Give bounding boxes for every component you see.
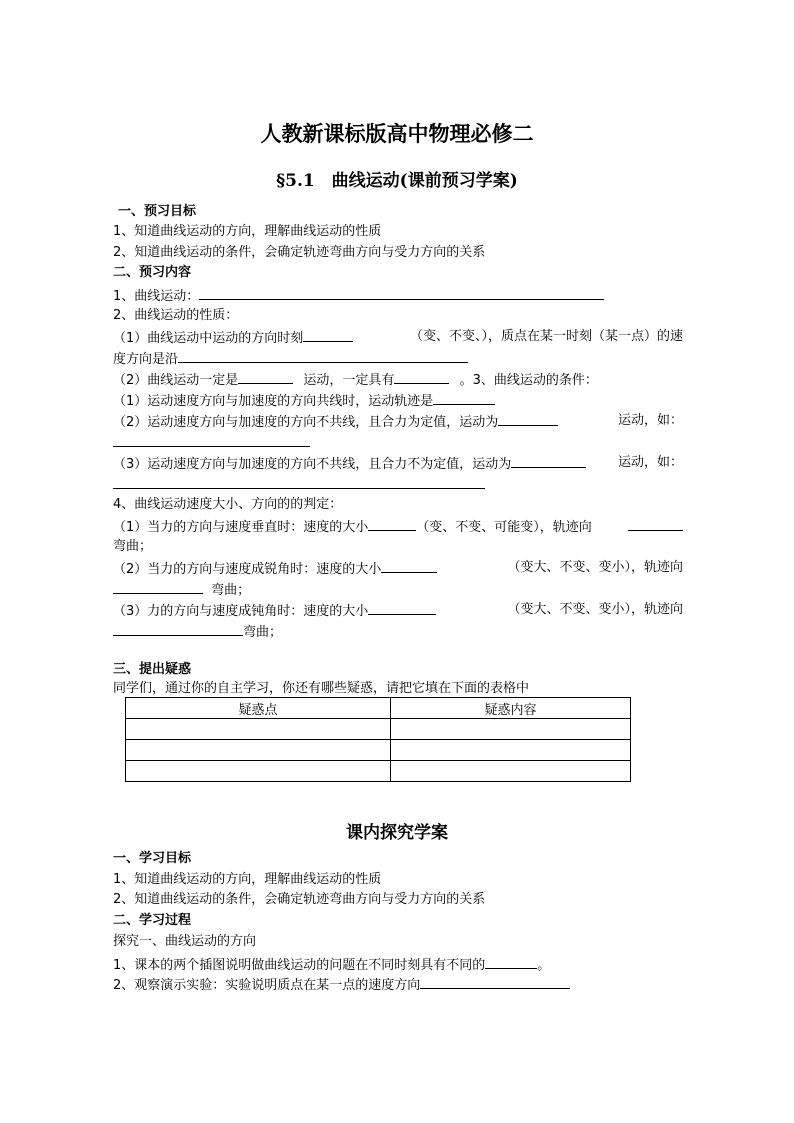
item-1 (113, 286, 683, 305)
item-4: 4、曲线运动速度大小、方向的的判定： (113, 497, 343, 512)
item-3-2-text-a: （2）运动速度方向与加速度的方向不共线，且合力为定值，运动为 (113, 415, 499, 430)
blank-constant-force-example[interactable] (113, 433, 310, 447)
item-4-1-cont: 弯曲； (113, 539, 153, 554)
inclass-process-heading: 二、学习过程 (113, 913, 192, 928)
item-4-2-cont (113, 580, 683, 599)
doubts-heading: 三、提出疑惑 (113, 662, 192, 677)
table-header-row (126, 698, 631, 719)
item-3-2-cont (113, 433, 683, 452)
table-header-doubt-content: 疑惑内容 (391, 698, 631, 719)
item-2-2-text-c: 。3、曲线运动的条件： (459, 373, 598, 388)
item-2-1-text-a: （1）曲线运动中运动的方向时刻 (113, 331, 304, 346)
blank-different-directions[interactable] (485, 955, 537, 969)
blank-velocity-direction[interactable] (178, 349, 468, 363)
item-3-1-text-a: （1）运动速度方向与加速度的方向共线时，运动轨迹是 (113, 394, 434, 409)
step-2-text-a: 2、观察演示实验：实验说明质点在某一点的速度方向 (113, 978, 421, 993)
blank-acute-speed[interactable] (381, 559, 437, 573)
inclass-goal-2: 2、知道曲线运动的条件，会确定轨迹弯曲方向与受力方向的关系 (113, 892, 486, 907)
item-2-1-text-c: 度方向是沿 (113, 352, 179, 367)
blank-variable-force-motion[interactable] (511, 454, 586, 468)
blank-perpendicular-speed[interactable] (368, 517, 416, 531)
item-3-3-text-b: 运动，如： (617, 455, 683, 470)
document-title: 人教新课标版高中物理必修二 (260, 121, 534, 146)
table-header-doubt-point: 疑惑点 (126, 698, 391, 719)
doubts-intro: 同学们，通过你的自主学习，你还有哪些疑惑，请把它填在下面的表格中 (113, 681, 530, 696)
table-cell[interactable] (391, 719, 631, 740)
blank-obtuse-curve[interactable] (113, 622, 243, 636)
inclass-goal-1: 1、知道曲线运动的方向，理解曲线运动的性质 (113, 872, 382, 887)
blank-direction-change[interactable] (303, 328, 353, 342)
table-cell[interactable] (126, 740, 391, 761)
item-4-3-text-b: （变大、不变、变小），轨迹向 (507, 602, 683, 617)
item-3-2 (113, 412, 683, 431)
blank-point-velocity-direction[interactable] (420, 975, 570, 989)
blank-perpendicular-curve[interactable] (628, 517, 683, 531)
item-4-3-text-c: 弯曲； (243, 625, 283, 640)
inclass-goals-heading: 一、学习目标 (113, 851, 192, 866)
item-1-label: 1、曲线运动： (113, 289, 200, 304)
table-row (126, 761, 631, 782)
explore-1-title: 探究一、曲线运动的方向 (113, 934, 257, 949)
blank-variable-force-example[interactable] (113, 475, 485, 489)
table-cell[interactable] (126, 761, 391, 782)
item-4-1 (113, 517, 683, 536)
item-2-1 (113, 328, 683, 347)
step-1-text-b: 。 (537, 958, 551, 973)
item-4-2-text-a: （2）当力的方向与速度成锐角时：速度的大小 (113, 562, 382, 577)
item-2: 2、曲线运动的性质： (113, 308, 239, 323)
item-2-2 (113, 370, 683, 389)
lesson-subtitle: §5.1 曲线运动(课前预习学案) (276, 171, 518, 191)
item-4-2-text-c: 弯曲； (211, 583, 251, 598)
step-2 (113, 975, 683, 994)
blank-must-have[interactable] (394, 370, 449, 384)
preview-goal-2: 2、知道曲线运动的条件，会确定轨迹弯曲方向与受力方向的关系 (113, 245, 486, 260)
item-3-1 (113, 391, 683, 410)
inclass-title: 课内探究学案 (346, 823, 448, 843)
blank-collinear-trajectory[interactable] (433, 391, 495, 405)
item-4-3-cont (113, 622, 683, 641)
preview-goals-heading: 一、预习目标 (118, 204, 197, 219)
item-2-2-text-b: 运动，一定具有 (303, 373, 395, 388)
blank-constant-force-motion[interactable] (498, 412, 558, 426)
item-4-2 (113, 559, 683, 578)
table-cell[interactable] (391, 761, 631, 782)
item-2-1-cont (113, 349, 683, 368)
blank-curve-motion-definition[interactable] (199, 286, 604, 300)
item-3-2-text-b: 运动，如： (617, 413, 683, 428)
table-row (126, 740, 631, 761)
item-3-3-text-a: （3）运动速度方向与加速度的方向不共线，且合力不为定值，运动为 (113, 457, 512, 472)
item-2-2-text-a: （2）曲线运动一定是 (113, 373, 239, 388)
table-cell[interactable] (126, 719, 391, 740)
blank-motion-type[interactable] (238, 370, 293, 384)
item-4-3 (113, 601, 683, 620)
table-row (126, 719, 631, 740)
item-3-3 (113, 454, 683, 473)
item-4-2-text-b: （变大、不变、变小），轨迹向 (507, 560, 683, 575)
step-1 (113, 955, 683, 974)
item-4-1-text-a: （1）当力的方向与速度垂直时：速度的大小 (113, 520, 369, 535)
preview-content-heading: 二、预习内容 (113, 265, 192, 280)
step-1-text-a: 1、课本的两个插图说明做曲线运动的问题在不同时刻具有不同的 (113, 958, 486, 973)
item-4-3-text-a: （3）力的方向与速度成钝角时：速度的大小 (113, 604, 369, 619)
item-2-1-text-b: （变、不变、），质点在某一时刻（某一点）的速 (409, 329, 683, 344)
preview-goal-1: 1、知道曲线运动的方向，理解曲线运动的性质 (113, 224, 382, 239)
doubts-table (125, 697, 631, 782)
item-4-1-text-b: （变、不变、可能变），轨迹向 (416, 520, 592, 535)
blank-obtuse-speed[interactable] (368, 601, 436, 615)
blank-acute-curve[interactable] (113, 580, 203, 594)
item-3-3-cont (113, 475, 683, 494)
table-cell[interactable] (391, 740, 631, 761)
